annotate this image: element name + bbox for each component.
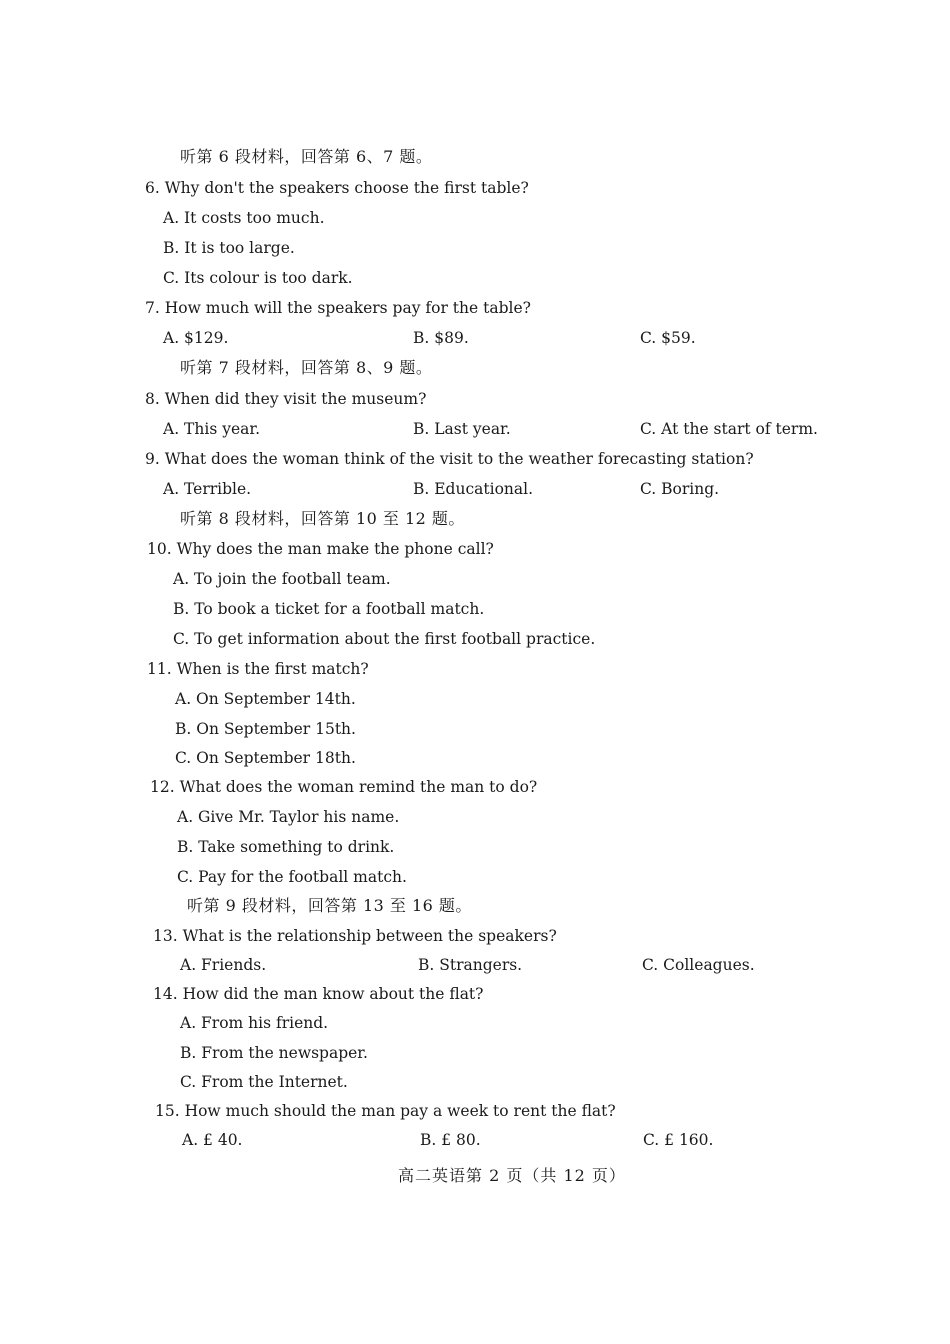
answer-option: A. This year. xyxy=(163,420,261,438)
answer-option: A. Give Mr. Taylor his name. xyxy=(177,808,400,826)
answer-option: B. Take something to drink. xyxy=(177,838,395,856)
answer-option: B. To book a ticket for a football match. xyxy=(173,600,485,618)
section-header: 听第 9 段材料，回答第 13 至 16 题。 xyxy=(187,896,472,915)
question-stem: 14. How did the man know about the flat? xyxy=(153,985,484,1003)
answer-option: A. To join the football team. xyxy=(173,570,391,588)
answer-option: C. To get information about the first football practice. xyxy=(173,630,596,648)
answer-option: C. Pay for the football match. xyxy=(177,868,407,886)
answer-option: A. £ 40. xyxy=(182,1131,243,1149)
answer-option: B. Last year. xyxy=(413,420,511,438)
section-header: 听第 6 段材料，回答第 6、7 题。 xyxy=(180,147,433,166)
answer-option: C. Its colour is too dark. xyxy=(163,269,353,287)
answer-option: C. From the Internet. xyxy=(180,1073,348,1091)
answer-option: A. Terrible. xyxy=(163,480,252,498)
answer-option: B. From the newspaper. xyxy=(180,1044,368,1062)
page-footer: 高二英语第 2 页（共 12 页） xyxy=(398,1166,626,1185)
answer-option: C. £ 160. xyxy=(643,1131,714,1149)
answer-option: B. £ 80. xyxy=(420,1131,481,1149)
question-stem: 9. What does the woman think of the visit to the weather forecasting station? xyxy=(145,450,754,468)
answer-option: C. On September 18th. xyxy=(175,749,356,767)
section-header: 听第 8 段材料，回答第 10 至 12 题。 xyxy=(180,509,465,528)
answer-option: C. Boring. xyxy=(640,480,720,498)
answer-option: A. It costs too much. xyxy=(163,209,325,227)
answer-option: A. Friends. xyxy=(180,956,267,974)
answer-option: B. It is too large. xyxy=(163,239,295,257)
answer-option: A. $129. xyxy=(163,329,229,347)
answer-option: A. From his friend. xyxy=(180,1014,329,1032)
question-stem: 13. What is the relationship between the speakers? xyxy=(153,927,557,945)
answer-option: C. $59. xyxy=(640,329,696,347)
question-stem: 11. When is the first match? xyxy=(147,660,369,678)
question-stem: 7. How much will the speakers pay for the table? xyxy=(145,299,531,317)
answer-option: B. $89. xyxy=(413,329,469,347)
question-stem: 8. When did they visit the museum? xyxy=(145,390,427,408)
answer-option: B. On September 15th. xyxy=(175,720,356,738)
answer-option: A. On September 14th. xyxy=(175,690,356,708)
question-stem: 10. Why does the man make the phone call? xyxy=(147,540,494,558)
section-header: 听第 7 段材料，回答第 8、9 题。 xyxy=(180,358,433,377)
question-stem: 12. What does the woman remind the man to do? xyxy=(150,778,538,796)
answer-option: B. Educational. xyxy=(413,480,534,498)
question-stem: 15. How much should the man pay a week to rent the flat? xyxy=(155,1102,616,1120)
answer-option: C. At the start of term. xyxy=(640,420,818,438)
answer-option: B. Strangers. xyxy=(418,956,523,974)
answer-option: C. Colleagues. xyxy=(642,956,755,974)
question-stem: 6. Why don't the speakers choose the first table? xyxy=(145,179,529,197)
